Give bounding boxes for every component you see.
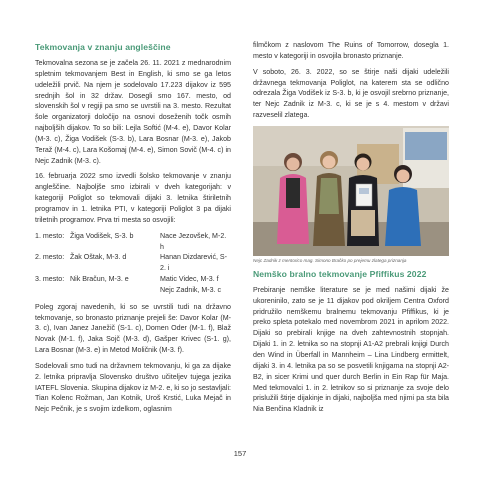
award-photo xyxy=(253,126,449,256)
paragraph: Sodelovali smo tudi na državnem tekmovanju, ki ga za dijake 2. letnika pripravlja Slovensko društvo učiteljev tujega jezika IATEFL Slovenia. Skupina dijakov iz M-2. e, ki so jo sestavljali: Tian Kolenc Rožman, Jan Kotnik, Uroš Krstić, Luka Mejač in Nejc Pečnik, je s svojim izdelkom, oglasnim xyxy=(35,361,231,414)
paragraph: 16. februarja 2022 smo izvedli šolsko tekmovanje v znanju angleščine. Najboljše smo izbirali v dveh kategorijah: v kategoriji Poliglot so tekmovali dijaki 3. letnika štiriletnih programov in 1. letnika PTI, v kategoriji Poliglot 3 pa dijaki triletnih programov. Prva tri mesta so osvojili: xyxy=(35,172,231,224)
place-label: 3. mesto: xyxy=(35,275,65,284)
paragraph: V soboto, 26. 3. 2022, so se štirje naši dijaki udeležili državnega tekmovanja Poliglot, na katerem sta se odlično odrezala Žiga Vodišek iz S-3. b, ki je osvojil srebrno priznanje, ter Nejc Zadnik iz M-3. c, ki se je s 4. mestom v državi razveselil zlatega. xyxy=(253,67,449,120)
table-row xyxy=(35,252,231,274)
place-winner: Matic Videc, M-3. f xyxy=(160,275,219,284)
place-winner xyxy=(70,285,160,296)
place-label: 1. mesto: xyxy=(35,231,65,240)
paragraph: Prebiranje nemške literature se je med našimi dijaki že ukoreninilo, zato se je 11 dijakov pod okriljem Centra Oxford pridružilo nemškemu bralnemu tekmovanju Pfiffikus, ki je preko spleta potekalo med novembrom 2021 in aprilom 2022. Dijaki so prebirali knjige na dveh zahtevnostnih stopnjah. Dijaki 1. in 2. letnika so na stopnji A1-A2 prebrali knjigi Durch den Wind in Überfall in Mannheim – Lina Lindberg ermittelt, dijaki 3. in 4. letnika pa so se posvetili knjigama na stopnji A2-B2, in sicer Krimi und quer durch Berlin in Ein Rap für Maja. Med tekmovalci 1. in 2. letnikov so si priznanje za svoje delo prislužili štirje dijakinje in dijaki, najboljša med njimi pa sta bila Nia Benčina Kladnik iz xyxy=(253,285,449,414)
place-winner: Žiga Vodišek, S-3. b xyxy=(70,231,134,240)
places-table xyxy=(35,231,231,296)
section-heading-german: Nemško bralno tekmovanje Pfiffikus 2022 xyxy=(253,268,427,279)
place-winner: Nik Bračun, M-3. e xyxy=(70,275,129,284)
paragraph: Tekmovalna sezona se je začela 26. 11. 2021 z mednarodnim spletnim tekmovanjem Best in English, ki smo se ga letos udeležili prvič. Na njem je sodelovalo 17.223 dijakov iz 595 srednjih šol in 32 držav. Dosegli smo 167. mesto, od slovenskih šol v regiji pa smo se uvrstili na 3. mesto. Rezultat šole organizatorji določijo na osnovi doseženih točk osmih najboljših dijakov. To so bili: Lejla Softić (M-4. e), Davor Kolar (M-3. c), Žiga Vodišek (S-3. b), Lara Bosnar (M-3. e), Jakob Teraž (M-4. c), Lara Košomaj (M-4. e), Simon Sovič (M-4. c) in Nejc Zadnik (M-3. c). xyxy=(35,59,231,165)
place-winner: Hanan Dizdarević, S-2. i xyxy=(160,253,228,273)
photo-caption: Nejc Zadnik z mentorico mag. Simono Bračko po prejemu zlatega priznanja xyxy=(253,257,407,263)
table-row xyxy=(35,274,231,285)
paragraph: filmčkom z naslovom The Ruins of Tomorrow, dosegla 1. mesto v kategoriji in osvojila bronasto priznanje. xyxy=(253,41,449,60)
place-winner: Nace Jezovšek, M-2. h xyxy=(160,231,227,251)
section-heading-english: Tekmovanja v znanju angleščine xyxy=(35,42,171,52)
right-column xyxy=(253,40,449,420)
place-winner: Nejc Zadnik, M-3. c xyxy=(160,285,222,294)
page-number: 157 xyxy=(233,449,247,458)
paragraph: Poleg zgoraj navedenih, ki so se uvrstili tudi na državno tekmovanje, so bronasto priznanje prejeli še: Davor Kolar (M-3. c), Ivan Janez Janežič (S-1. c), Domen Oder (M-1. f), Blaž Novak (M-1. f), Jaka Sojč (M-3. d), Gašper Krivec (S-1. g), Lara Bosnar (M-3. e) in Metod Moličnik (M-3. f). xyxy=(35,302,231,355)
place-label: 2. mesto: xyxy=(35,253,65,262)
table-row xyxy=(35,285,231,296)
left-column xyxy=(35,42,231,420)
photo-illustration xyxy=(253,126,449,256)
place-winner: Žak Oštak, M-3. d xyxy=(70,253,127,262)
place-label xyxy=(35,285,70,296)
table-row xyxy=(35,231,231,253)
